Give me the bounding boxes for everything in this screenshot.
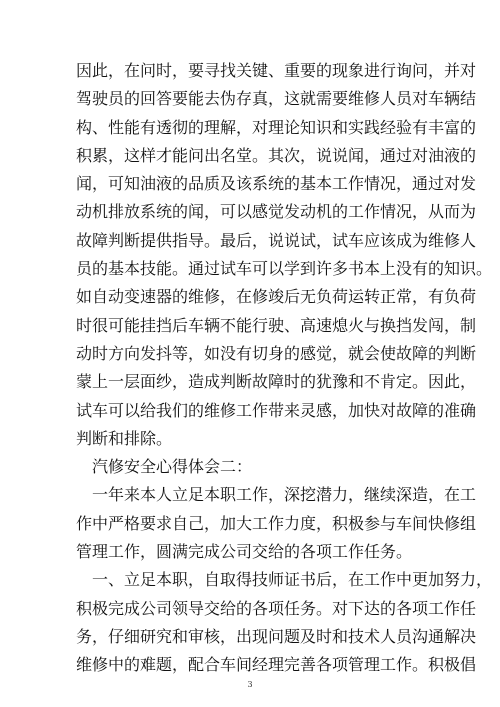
- text-line: 员的基本技能。通过试车可以学到许多书本上没有的知识。: [76, 259, 493, 279]
- text-line: 一年来本人立足本职工作，深挖潜力，继续深造，在工: [92, 485, 477, 505]
- text-line: 务，仔细研究和审核，出现问题及时和技术人员沟通解决: [76, 626, 477, 646]
- text-line: 积极完成公司领导交给的各项任务。对下达的各项工作任: [76, 598, 477, 618]
- text-line: 作中严格要求自己，加大工作力度，积极参与车间快修组: [76, 513, 477, 533]
- text-line: 时很可能挂挡后车辆不能行驶、高速熄火与换挡发闯，制: [76, 315, 477, 335]
- text-line: 构、性能有透彻的理解，对理论知识和实践经验有丰富的: [76, 117, 477, 137]
- text-line: 判断和排除。: [76, 428, 173, 448]
- text-line: 试车可以给我们的维修工作带来灵感，加快对故障的准确: [76, 400, 477, 420]
- text-line: 蒙上一层面纱，造成判断故障时的犹豫和不肯定。因此，: [76, 372, 477, 392]
- body-text: [76, 57, 493, 680]
- text-line: 故障判断提供指导。最后，说说试，试车应该成为维修人: [76, 230, 477, 250]
- text-line: 积累，这样才能问出名堂。其次，说说闻，通过对油液的: [76, 145, 477, 165]
- text-line: 因此，在问时，要寻找关键、重要的现象进行询问，并对: [76, 61, 477, 80]
- text-line: 一、立足本职，自取得技师证书后，在工作中更加努力，: [92, 570, 493, 590]
- section-heading: 汽修安全心得体会二：: [92, 457, 253, 477]
- text-line: 如自动变速器的维修，在修竣后无负荷运转正常，有负荷: [76, 287, 477, 307]
- text-line: 闻，可知油液的品质及该系统的基本工作情况，通过对发: [76, 174, 477, 194]
- text-line: 动机排放系统的闻，可以感觉发动机的工作情况，从而为: [76, 202, 477, 222]
- page-number: 3: [247, 680, 253, 689]
- text-line: 驾驶员的回答要能去伪存真，这就需要维修人员对车辆结: [76, 89, 477, 109]
- text-line: 管理工作，圆满完成公司交给的各项工作任务。: [76, 542, 413, 562]
- text-line: 动时方向发抖等，如没有切身的感觉，就会使故障的判断: [76, 343, 477, 363]
- text-line: 维修中的难题，配合车间经理完善各项管理工作。积极倡: [76, 655, 477, 675]
